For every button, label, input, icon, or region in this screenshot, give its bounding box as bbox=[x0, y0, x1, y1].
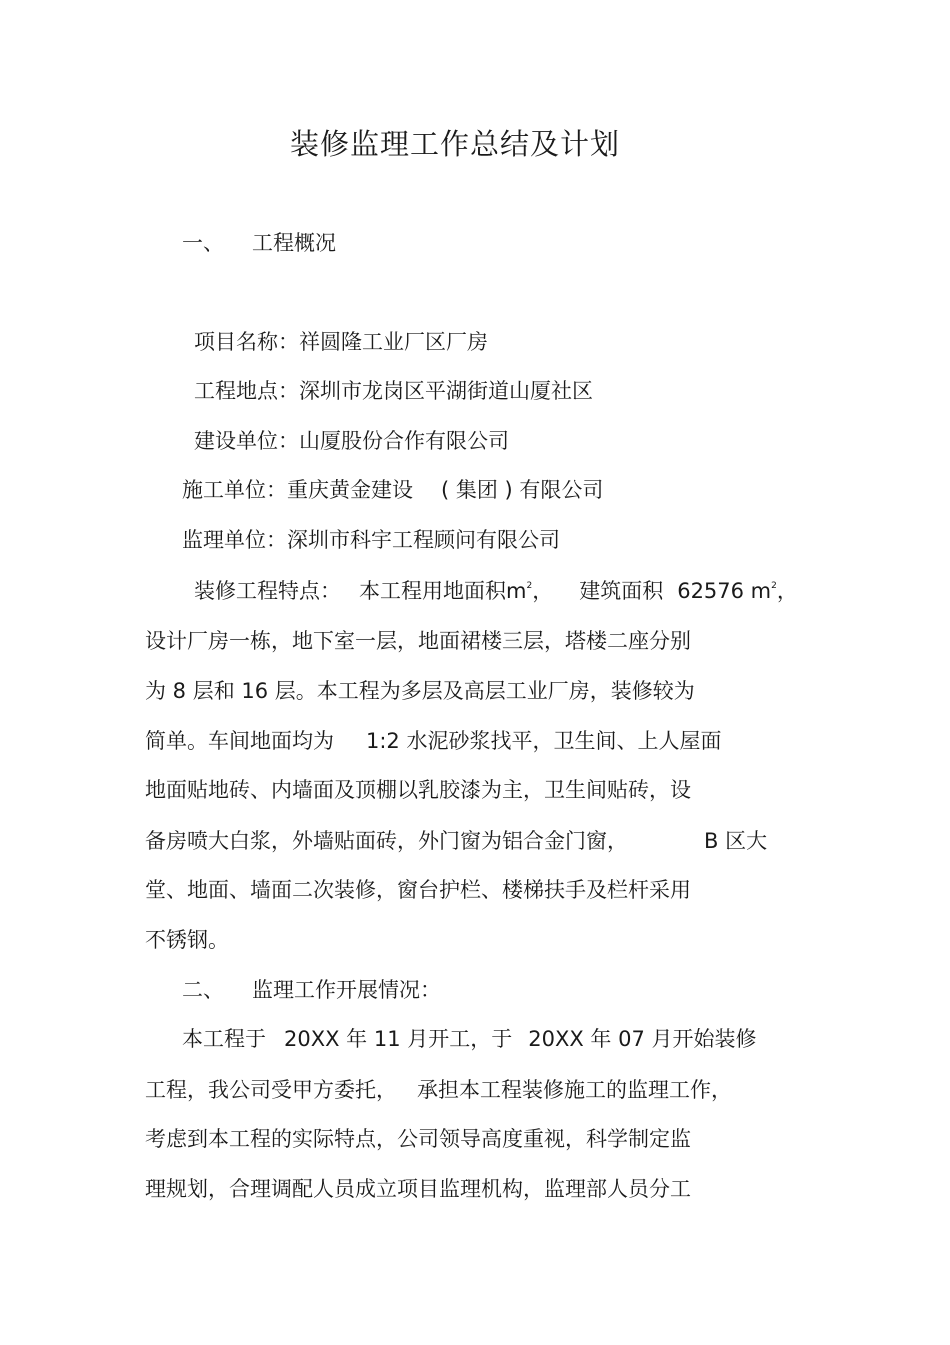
info-label: 工程地点 bbox=[194, 379, 278, 403]
features-label: 装修工程特点： bbox=[194, 579, 341, 603]
info-line-project-name bbox=[194, 327, 488, 357]
document-title: 装修监理工作总结及计划 bbox=[289, 127, 620, 161]
info-value: 祥圆隆工业厂区厂房 bbox=[299, 330, 488, 354]
features-text: 本工程用地面积m bbox=[359, 579, 527, 603]
features-line: 不锈钢。 bbox=[145, 928, 229, 952]
superscript: 2 bbox=[526, 581, 533, 591]
work-line: 考虑到本工程的实际特点，公司领导高度重视，科学制定监 bbox=[145, 1127, 691, 1151]
work-text: 工程，我公司受甲方委托， bbox=[145, 1078, 397, 1102]
info-label: 施工单位 bbox=[182, 478, 266, 502]
info-value: 重庆黄金建设 bbox=[287, 478, 413, 502]
info-sep: ： bbox=[266, 478, 287, 502]
info-sep: ： bbox=[266, 528, 287, 552]
info-sep: ： bbox=[278, 330, 299, 354]
features-line: 地面贴地砖、内墙面及顶棚以乳胶漆为主，卫生间贴砖，设 bbox=[145, 778, 691, 802]
features-line: 设计厂房一栋，地下室一层，地面裙楼三层，塔楼二座分别 bbox=[145, 629, 691, 653]
section-number: 二、 bbox=[182, 978, 224, 1002]
features-text: 1:2 水泥砂浆找平，卫生间、上人屋面 bbox=[366, 729, 722, 753]
features-text: ， bbox=[532, 579, 554, 603]
work-line bbox=[182, 1024, 757, 1054]
features-text: 简单。车间地面均为 bbox=[145, 729, 334, 753]
work-text: 20XX 年 07 月开始装修 bbox=[528, 1027, 757, 1051]
info-value-2: ( 集团 ) 有限公司 bbox=[441, 478, 604, 502]
info-value: 深圳市龙岗区平湖街道山厦社区 bbox=[299, 379, 593, 403]
features-text: ， bbox=[776, 579, 798, 603]
section-heading-1 bbox=[182, 228, 336, 258]
section-heading-2 bbox=[182, 975, 441, 1005]
work-text: 本工程于 bbox=[182, 1027, 266, 1051]
info-label: 建设单位 bbox=[194, 429, 278, 453]
features-text: 62576 m bbox=[677, 579, 772, 603]
features-line: 为 8 层和 16 层。本工程为多层及高层工业厂房，装修较为 bbox=[145, 679, 695, 703]
section-number: 一、 bbox=[182, 231, 224, 255]
info-sep: ： bbox=[278, 429, 299, 453]
work-line: 理规划，合理调配人员成立项目监理机构，监理部人员分工 bbox=[145, 1177, 691, 1201]
work-text: 承担本工程装修施工的监理工作， bbox=[417, 1078, 732, 1102]
features-line bbox=[145, 826, 767, 856]
info-sep: ： bbox=[278, 379, 299, 403]
features-lead-line bbox=[194, 576, 798, 606]
features-text: 建筑面积 bbox=[579, 579, 664, 603]
info-value: 深圳市科宇工程顾问有限公司 bbox=[287, 528, 560, 552]
info-label: 项目名称 bbox=[194, 330, 278, 354]
info-label: 监理单位 bbox=[182, 528, 266, 552]
info-value: 山厦股份合作有限公司 bbox=[299, 429, 509, 453]
superscript: 2 bbox=[771, 581, 777, 591]
features-text: B 区大 bbox=[704, 829, 768, 853]
info-line-contractor bbox=[182, 475, 603, 505]
features-line: 堂、地面、墙面二次装修，窗台护栏、楼梯扶手及栏杆采用 bbox=[145, 878, 691, 902]
section-title: 工程概况 bbox=[252, 231, 336, 255]
work-text: 20XX 年 11 月开工，于 bbox=[284, 1027, 513, 1051]
info-line-developer bbox=[194, 426, 509, 456]
info-line-location bbox=[194, 376, 593, 406]
work-line bbox=[145, 1075, 732, 1105]
features-text: 备房喷大白浆，外墙贴面砖，外门窗为铝合金门窗， bbox=[145, 829, 628, 853]
info-line-supervisor bbox=[182, 525, 560, 555]
section-title: 监理工作开展情况： bbox=[252, 978, 441, 1002]
features-line bbox=[145, 726, 721, 756]
